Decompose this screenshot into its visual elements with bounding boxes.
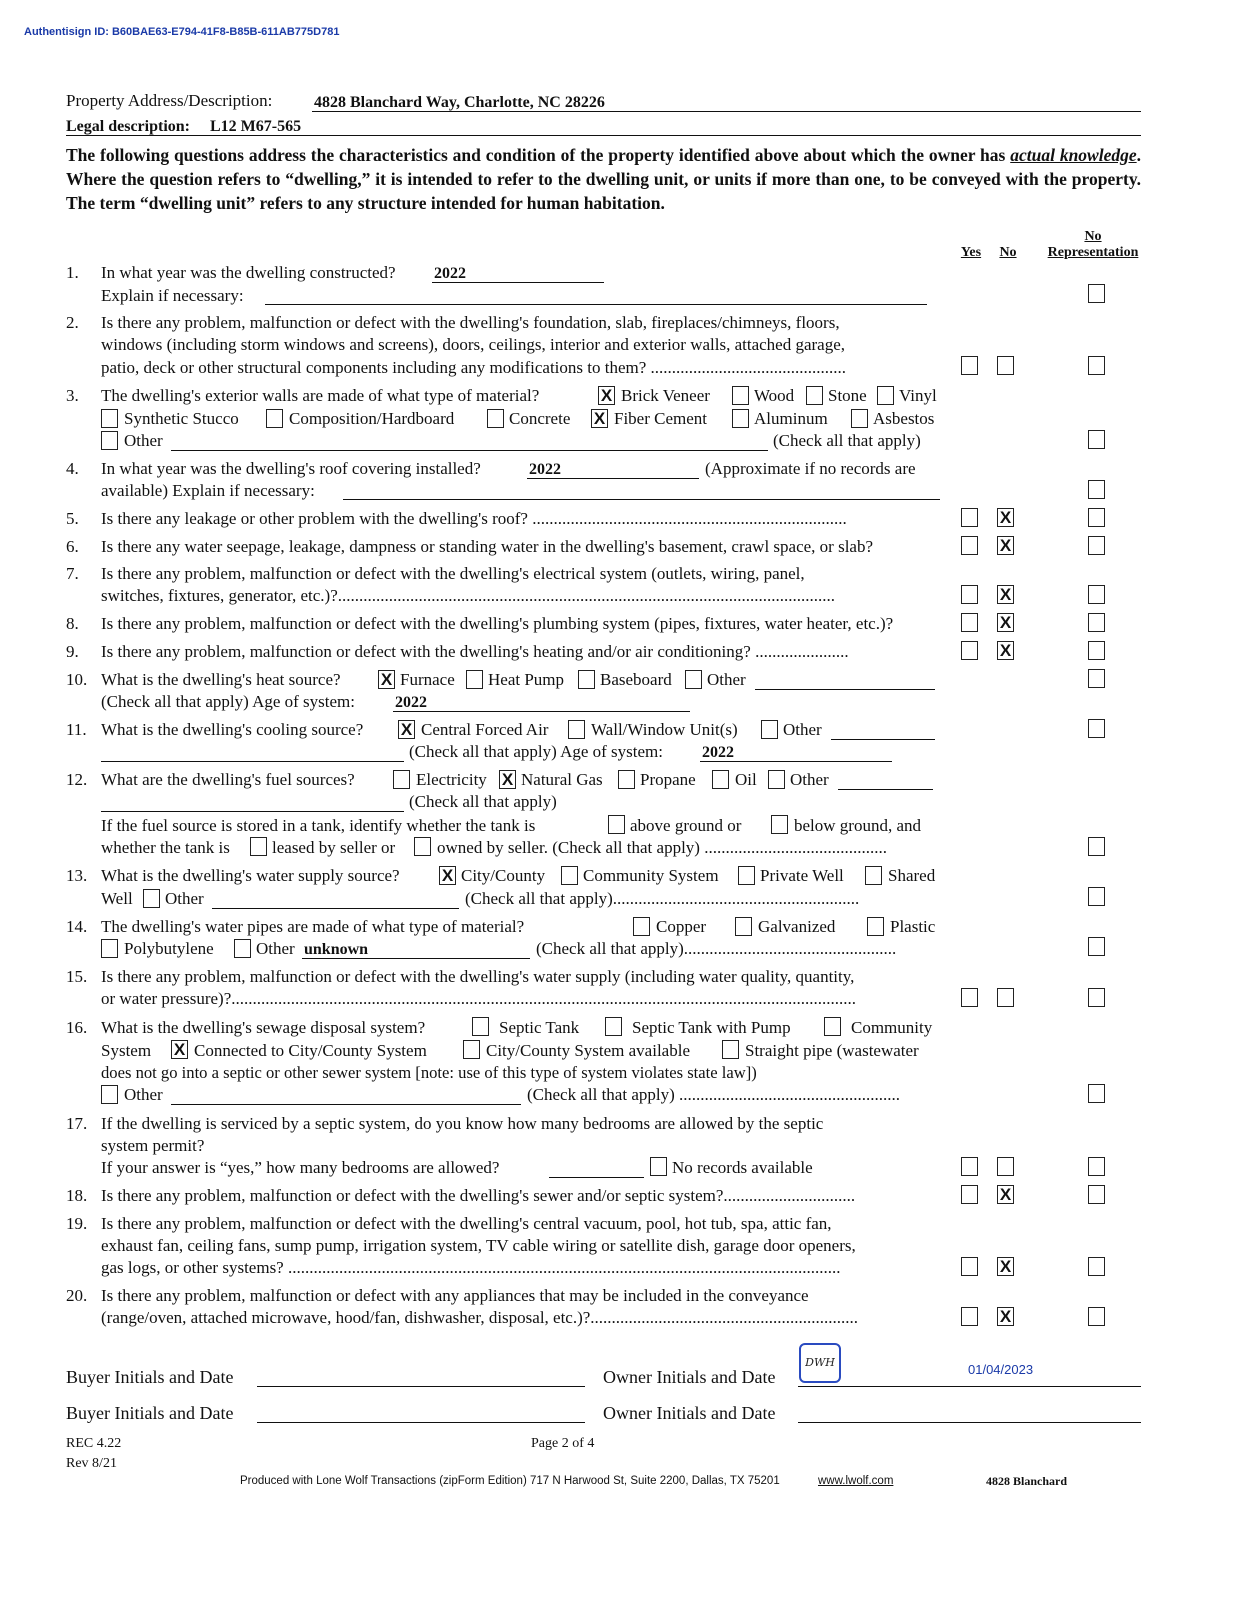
q7-number: 7. [66, 564, 79, 583]
q6-text: Is there any water seepage, leakage, dampness or standing water in the dwelling's basement, crawl space, or slab? [101, 537, 874, 556]
q13-norep-checkbox[interactable] [1088, 887, 1105, 906]
q14-poly-checkbox[interactable] [101, 939, 118, 958]
q14-galvanized-label: Galvanized [758, 917, 836, 936]
q8-no-checkbox[interactable]: X [997, 613, 1014, 632]
q12-below-label: below ground, and [794, 816, 922, 835]
q11-other-label: Other [783, 720, 822, 739]
q13-community-checkbox[interactable] [561, 866, 578, 885]
q7-line2: switches, fixtures, generator, etc.)?..................................................................................................................... [101, 586, 835, 605]
q20-yes-checkbox[interactable] [961, 1307, 978, 1326]
yes-header: Yes [960, 245, 982, 260]
q16-septic-checkbox[interactable] [472, 1017, 489, 1036]
norep-header-2: Representation [1047, 245, 1139, 260]
q13-city-label: City/County [461, 866, 546, 885]
q10-age-label: (Check all that apply) Age of system: [101, 692, 355, 711]
q2-norep-checkbox[interactable] [1088, 356, 1105, 375]
q3-text: The dwelling's exterior walls are made of what type of material? [101, 386, 540, 405]
q13-private-label: Private Well [760, 866, 844, 885]
q6-norep-checkbox[interactable] [1088, 536, 1105, 555]
q3-brick-label: Brick Veneer [621, 386, 710, 405]
q18-no-checkbox[interactable]: X [997, 1185, 1014, 1204]
q3-brick-checkbox[interactable]: X [598, 386, 615, 405]
q11-cfa-label: Central Forced Air [421, 720, 549, 739]
q19-line1: Is there any problem, malfunction or defect with the dwelling's central vacuum, pool, hot tub, spa, attic fan, [101, 1214, 832, 1233]
q14-copper-label: Copper [656, 917, 707, 936]
q13-other-label: Other [165, 889, 204, 908]
q18-yes-checkbox[interactable] [961, 1185, 978, 1204]
q3-asbestos-label: Asbestos [873, 409, 935, 428]
q12-whether-text: whether the tank is [101, 838, 230, 857]
q12-text: What are the dwelling's fuel sources? [101, 770, 355, 789]
q12-owned-label: owned by seller. (Check all that apply) ........................................... [437, 838, 887, 857]
q3-number: 3. [66, 386, 79, 405]
q3-wood-label: Wood [754, 386, 795, 405]
q20-line1: Is there any problem, malfunction or defect with any appliances that may be included in the conveyance [101, 1286, 809, 1305]
rec-version: REC 4.22 [66, 1436, 122, 1451]
q4-number: 4. [66, 459, 79, 478]
q14-norep-checkbox[interactable] [1088, 937, 1105, 956]
q7-norep-checkbox[interactable] [1088, 585, 1105, 604]
q16-pump-label: Septic Tank with Pump [632, 1018, 791, 1037]
q3-asbestos-checkbox[interactable] [851, 409, 868, 428]
owner-initials-signature: DWH [799, 1343, 841, 1383]
q18-norep-checkbox[interactable] [1088, 1185, 1105, 1204]
property-address-label: Property Address/Description: [66, 91, 273, 110]
q10-baseboard-label: Baseboard [600, 670, 672, 689]
q19-number: 19. [66, 1214, 88, 1233]
q3-stone-label: Stone [828, 386, 867, 405]
q12-owned-checkbox[interactable] [414, 837, 431, 856]
intro-paragraph: The following questions address the characteristics and condition of the property identified above about which the owner has actual knowledge. Where the question refers to “dwelling,” it is intended to refer to the dwelling unit, or units if more than one, to be conveyed with the property. The term “dwelling unit” refers to any structure intended for human habitation. [66, 145, 1142, 213]
q4-text: In what year was the dwelling's roof covering installed? [101, 459, 481, 478]
q16-community-label: Community [851, 1018, 933, 1037]
q20-no-checkbox[interactable]: X [997, 1307, 1014, 1326]
q13-shared-label: Shared [888, 866, 936, 885]
q11-number: 11. [66, 720, 87, 739]
q17-line1: If the dwelling is serviced by a septic system, do you know how many bedrooms are allowed by the septic [101, 1114, 824, 1133]
q10-heatpump-label: Heat Pump [488, 670, 565, 689]
q17-line3: If your answer is “yes,” how many bedrooms are allowed? [101, 1158, 500, 1177]
q12-electricity-checkbox[interactable] [393, 770, 410, 789]
q3-stone-checkbox[interactable] [806, 386, 823, 405]
q10-furnace-label: Furnace [400, 670, 455, 689]
q12-tank-text: If the fuel source is stored in a tank, identify whether the tank is [101, 816, 536, 835]
q1-norep-checkbox[interactable] [1088, 284, 1105, 303]
q4-year: 2022 [529, 461, 561, 478]
q10-age-value: 2022 [395, 694, 427, 711]
q20-number: 20. [66, 1286, 88, 1305]
q14-other-value: unknown [304, 941, 369, 958]
q13-city-checkbox[interactable]: X [439, 866, 456, 885]
legal-description-label: Legal description: [66, 118, 190, 135]
buyer-initials-label-1: Buyer Initials and Date [66, 1367, 234, 1387]
q16-note: does not go into a septic or other sewer system [note: use of this type of system violates state law]) [101, 1063, 757, 1082]
q3-other-checkbox[interactable] [101, 431, 118, 450]
q2-line1: Is there any problem, malfunction or defect with the dwelling's foundation, slab, fireplaces/chimneys, floors, [101, 313, 840, 332]
q15-yes-checkbox[interactable] [961, 988, 978, 1007]
q13-shared-checkbox[interactable] [865, 866, 882, 885]
q16-community-checkbox[interactable] [824, 1017, 841, 1036]
legal-description-value: L12 M67-565 [210, 118, 302, 135]
q13-community-label: Community System [583, 866, 719, 885]
q11-age-label: (Check all that apply) Age of system: [409, 742, 663, 761]
q12-propane-checkbox[interactable] [618, 770, 635, 789]
q9-no-checkbox[interactable]: X [997, 641, 1014, 660]
q9-text: Is there any problem, malfunction or defect with the dwelling's heating and/or air conditioning? ...................... [101, 642, 849, 661]
q5-norep-checkbox[interactable] [1088, 508, 1105, 527]
q12-gas-checkbox[interactable]: X [499, 770, 516, 789]
q19-yes-checkbox[interactable] [961, 1257, 978, 1276]
q3-composition-checkbox[interactable] [266, 409, 283, 428]
q16-connected-checkbox[interactable]: X [171, 1040, 188, 1059]
q1-explain: Explain if necessary: [101, 286, 244, 305]
q11-wallwindow-checkbox[interactable] [568, 720, 585, 739]
q11-cfa-checkbox[interactable]: X [398, 720, 415, 739]
q2-line2: windows (including storm windows and screens), doors, ceilings, interior and exterior walls, attached garage, [101, 335, 846, 354]
q15-number: 15. [66, 967, 88, 986]
q4-norep-checkbox[interactable] [1088, 480, 1105, 499]
lwolf-link[interactable]: www.lwolf.com [818, 1475, 894, 1487]
q3-concrete-checkbox[interactable] [487, 409, 504, 428]
q16-connected-label: Connected to City/County System [194, 1041, 427, 1060]
q17-norecords-checkbox[interactable] [650, 1157, 667, 1176]
q3-fiber-cement-label: Fiber Cement [614, 409, 708, 428]
q15-norep-checkbox[interactable] [1088, 988, 1105, 1007]
page-number: Page 2 of 4 [531, 1436, 595, 1451]
revision: Rev 8/21 [66, 1456, 117, 1471]
q5-number: 5. [66, 509, 79, 528]
q14-plastic-checkbox[interactable] [867, 917, 884, 936]
q1-year: 2022 [434, 265, 466, 282]
q13-check-all: (Check all that apply).......................................................... [465, 889, 860, 908]
q9-number: 9. [66, 642, 79, 661]
q3-composition-label: Composition/Hardboard [289, 409, 455, 428]
q12-oil-label: Oil [735, 770, 757, 789]
q3-vinyl-label: Vinyl [899, 386, 937, 405]
q2-line3: patio, deck or other structural components including any modifications to them? .............................................. [101, 358, 847, 377]
authentisign-id: Authentisign ID: B60BAE63-E794-41F8-B85B-611AB775D781 [24, 26, 340, 38]
q17-norecords-label: No records available [672, 1158, 813, 1177]
produced-with: Produced with Lone Wolf Transactions (zipForm Edition) 717 N Harwood St, Suite 2200, Dallas, TX 75201 [240, 1475, 780, 1487]
q3-aluminum-checkbox[interactable] [732, 409, 749, 428]
q14-galvanized-checkbox[interactable] [735, 917, 752, 936]
q13-well-label: Well [101, 889, 133, 908]
q19-no-checkbox[interactable]: X [997, 1257, 1014, 1276]
q5-yes-checkbox[interactable] [961, 508, 978, 527]
q13-number: 13. [66, 866, 88, 885]
q17-norep-checkbox[interactable] [1088, 1157, 1105, 1176]
q3-other-label: Other [124, 431, 163, 450]
q3-concrete-label: Concrete [509, 409, 571, 428]
q16-available-label: City/County System available [486, 1041, 690, 1060]
q10-furnace-checkbox[interactable]: X [378, 670, 395, 689]
q16-septic-label: Septic Tank [499, 1018, 580, 1037]
q1-number: 1. [66, 263, 79, 282]
q13-text: What is the dwelling's water supply source? [101, 866, 400, 885]
q2-no-checkbox[interactable] [997, 356, 1014, 375]
buyer-initials-label-2: Buyer Initials and Date [66, 1403, 234, 1423]
q20-line2: (range/oven, attached microwave, hood/fan, dishwasher, disposal, etc.)?............................................................... [101, 1308, 859, 1327]
q16-pump-checkbox[interactable] [605, 1017, 622, 1036]
q8-number: 8. [66, 614, 79, 633]
q6-number: 6. [66, 537, 79, 556]
q9-norep-checkbox[interactable] [1088, 641, 1105, 660]
q7-line1: Is there any problem, malfunction or defect with the dwelling's electrical system (outlets, wiring, panel, [101, 564, 805, 583]
q3-fiber-cement-checkbox[interactable]: X [591, 409, 608, 428]
q12-above-checkbox[interactable] [608, 815, 625, 834]
owner-initials-date: 01/04/2023 [968, 1362, 1034, 1377]
q3-wood-checkbox[interactable] [732, 386, 749, 405]
q4-explain: available) Explain if necessary: [101, 481, 315, 500]
q14-number: 14. [66, 917, 88, 936]
q10-other-label: Other [707, 670, 746, 689]
q16-straight-checkbox[interactable] [722, 1040, 739, 1059]
actual-knowledge: actual knowledge [1010, 145, 1137, 165]
q8-yes-checkbox[interactable] [961, 613, 978, 632]
q12-oil-checkbox[interactable] [712, 770, 729, 789]
q16-text: What is the dwelling's sewage disposal system? [101, 1018, 426, 1037]
q12-leased-label: leased by seller or [272, 838, 396, 857]
q2-yes-checkbox[interactable] [961, 356, 978, 375]
q14-check-all: (Check all that apply).................................................. [536, 939, 897, 958]
q16-system-label: System [101, 1041, 152, 1060]
q13-other-checkbox[interactable] [143, 889, 160, 908]
q14-poly-label: Polybutylene [124, 939, 214, 958]
q3-vinyl-checkbox[interactable] [877, 386, 894, 405]
q4-approx: (Approximate if no records are [705, 459, 916, 478]
q17-no-checkbox[interactable] [997, 1157, 1014, 1176]
norep-header-1: No [1084, 229, 1102, 244]
q10-norep-checkbox[interactable] [1088, 669, 1105, 688]
q10-number: 10. [66, 670, 88, 689]
q8-norep-checkbox[interactable] [1088, 613, 1105, 632]
owner-initials-label-2: Owner Initials and Date [603, 1403, 776, 1423]
q20-norep-checkbox[interactable] [1088, 1307, 1105, 1326]
q12-electricity-label: Electricity [416, 770, 487, 789]
no-header: No [999, 245, 1017, 260]
q11-wallwindow-label: Wall/Window Unit(s) [591, 720, 738, 739]
q3-synthetic-checkbox[interactable] [101, 409, 118, 428]
q17-yes-checkbox[interactable] [961, 1157, 978, 1176]
q14-other-label: Other [256, 939, 295, 958]
q8-text: Is there any problem, malfunction or defect with the dwelling's plumbing system (pipes, fixtures, water heater, etc.)? [101, 614, 894, 633]
q11-text: What is the dwelling's cooling source? [101, 720, 364, 739]
q12-gas-label: Natural Gas [521, 770, 603, 789]
q16-straight-label: Straight pipe (wastewater [745, 1041, 919, 1060]
q11-age-value: 2022 [702, 744, 734, 761]
q7-no-checkbox[interactable]: X [997, 585, 1014, 604]
q11-other-checkbox[interactable] [761, 720, 778, 739]
q3-check-all: (Check all that apply) [773, 431, 921, 450]
q15-line1: Is there any problem, malfunction or defect with the dwelling's water supply (including water quality, quantity, [101, 967, 855, 986]
q16-available-checkbox[interactable] [463, 1040, 480, 1059]
q15-line2: or water pressure)?................................................................................................................................................... [101, 989, 857, 1008]
q6-no-checkbox[interactable]: X [997, 536, 1014, 555]
q12-norep-checkbox[interactable] [1088, 837, 1105, 856]
q16-number: 16. [66, 1018, 88, 1037]
q10-heatpump-checkbox[interactable] [466, 670, 483, 689]
q12-above-label: above ground or [630, 816, 742, 835]
q12-below-checkbox[interactable] [771, 815, 788, 834]
q15-no-checkbox[interactable] [997, 988, 1014, 1007]
q9-yes-checkbox[interactable] [961, 641, 978, 660]
q3-synthetic-label: Synthetic Stucco [124, 409, 239, 428]
q12-check-all: (Check all that apply) [409, 792, 557, 811]
q14-other-checkbox[interactable] [234, 939, 251, 958]
q1-text: In what year was the dwelling constructed? [101, 263, 396, 282]
q7-yes-checkbox[interactable] [961, 585, 978, 604]
q5-text: Is there any leakage or other problem with the dwelling's roof? .......................................................................... [101, 509, 847, 528]
footer-reference: 4828 Blanchard [986, 1474, 1068, 1488]
q12-other-label: Other [790, 770, 829, 789]
owner-initials-label-1: Owner Initials and Date [603, 1367, 776, 1387]
property-address-value: 4828 Blanchard Way, Charlotte, NC 28226 [314, 94, 605, 111]
q19-line2: exhaust fan, ceiling fans, sump pump, irrigation system, TV cable wiring or satellite dish, garage door openers, [101, 1236, 856, 1255]
q12-number: 12. [66, 770, 88, 789]
q16-norep-checkbox[interactable] [1088, 1084, 1105, 1103]
q19-line3: gas logs, or other systems? .................................................................................................................................. [101, 1258, 841, 1277]
q6-yes-checkbox[interactable] [961, 536, 978, 555]
q10-other-checkbox[interactable] [685, 670, 702, 689]
q5-no-checkbox[interactable]: X [997, 508, 1014, 527]
q19-norep-checkbox[interactable] [1088, 1257, 1105, 1276]
q12-propane-label: Propane [640, 770, 696, 789]
q12-other-checkbox[interactable] [768, 770, 785, 789]
q17-line2: system permit? [101, 1136, 205, 1155]
q3-norep-checkbox[interactable] [1088, 430, 1105, 449]
q17-number: 17. [66, 1114, 88, 1133]
q3-aluminum-label: Aluminum [754, 409, 828, 428]
q18-number: 18. [66, 1186, 88, 1205]
q14-copper-checkbox[interactable] [633, 917, 650, 936]
q10-baseboard-checkbox[interactable] [578, 670, 595, 689]
q10-text: What is the dwelling's heat source? [101, 670, 341, 689]
q16-other-checkbox[interactable] [101, 1085, 118, 1104]
q14-plastic-label: Plastic [890, 917, 936, 936]
q16-check-all: (Check all that apply) .................................................... [527, 1085, 901, 1104]
q14-text: The dwelling's water pipes are made of what type of material? [101, 917, 525, 936]
q18-text: Is there any problem, malfunction or defect with the dwelling's sewer and/or septic system?............................... [101, 1186, 856, 1205]
q2-number: 2. [66, 313, 79, 332]
q12-leased-checkbox[interactable] [250, 837, 267, 856]
q16-other-label: Other [124, 1085, 163, 1104]
q11-norep-checkbox[interactable] [1088, 719, 1105, 738]
q13-private-checkbox[interactable] [738, 866, 755, 885]
